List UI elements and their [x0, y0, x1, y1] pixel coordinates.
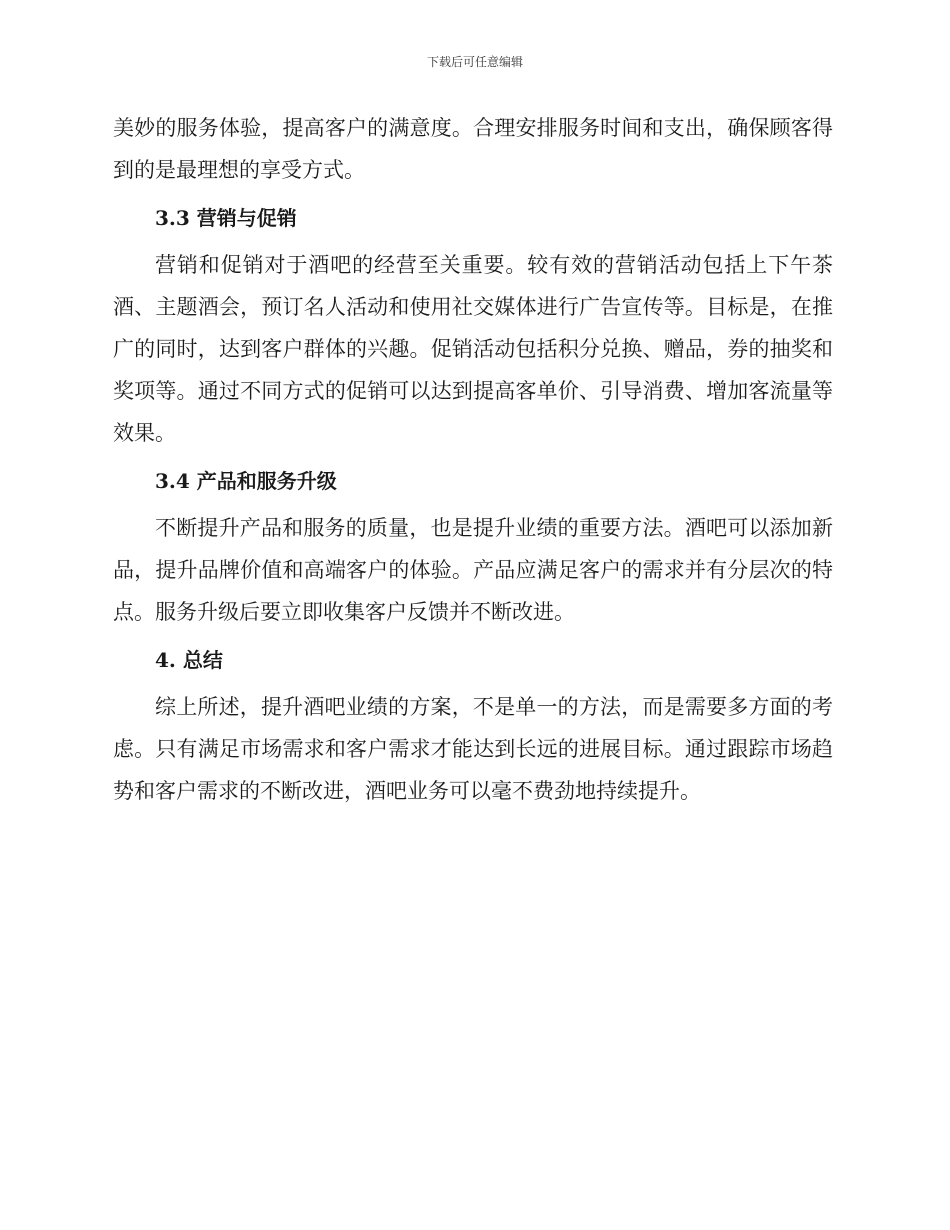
paragraph-summary: 综上所述，提升酒吧业绩的方案，不是单一的方法，而是需要多方面的考虑。只有满足市场需求和客户需求才能达到长远的进展目标。通过跟踪市场趋势和客户需求的不断改进，酒吧业务可以毫不费劲地持续提升。	[113, 695, 833, 803]
page-header-note: 下载后可任意编辑	[426, 55, 523, 69]
paragraph-continuation: 美妙的服务体验，提高客户的满意度。合理安排服务时间和支出，确保顾客得到的是最理想的享受方式。	[113, 116, 833, 182]
paragraph-marketing: 营销和促销对于酒吧的经营至关重要。较有效的营销活动包括上下午茶酒、主题酒会，预订名人活动和使用社交媒体进行广告宣传等。目标是，在推广的同时，达到客户群体的兴趣。促销活动包括积分兑换、赠品，券的抽奖和奖项等。通过不同方式的促销可以达到提高客单价、引导消费、增加客流量等效果。	[113, 253, 833, 445]
section-heading-3-4: 3.4 产品和服务升级	[155, 469, 337, 493]
paragraph-upgrade: 不断提升产品和服务的质量，也是提升业绩的重要方法。酒吧可以添加新品，提升品牌价值和高端客户的体验。产品应满足客户的需求并有分层次的特点。服务升级后要立即收集客户反馈并不断改进。	[113, 516, 833, 624]
section-heading-3-3: 3.3 营销与促销	[155, 206, 297, 230]
section-heading-4: 4. 总结	[155, 648, 223, 672]
document-body	[113, 107, 833, 812]
